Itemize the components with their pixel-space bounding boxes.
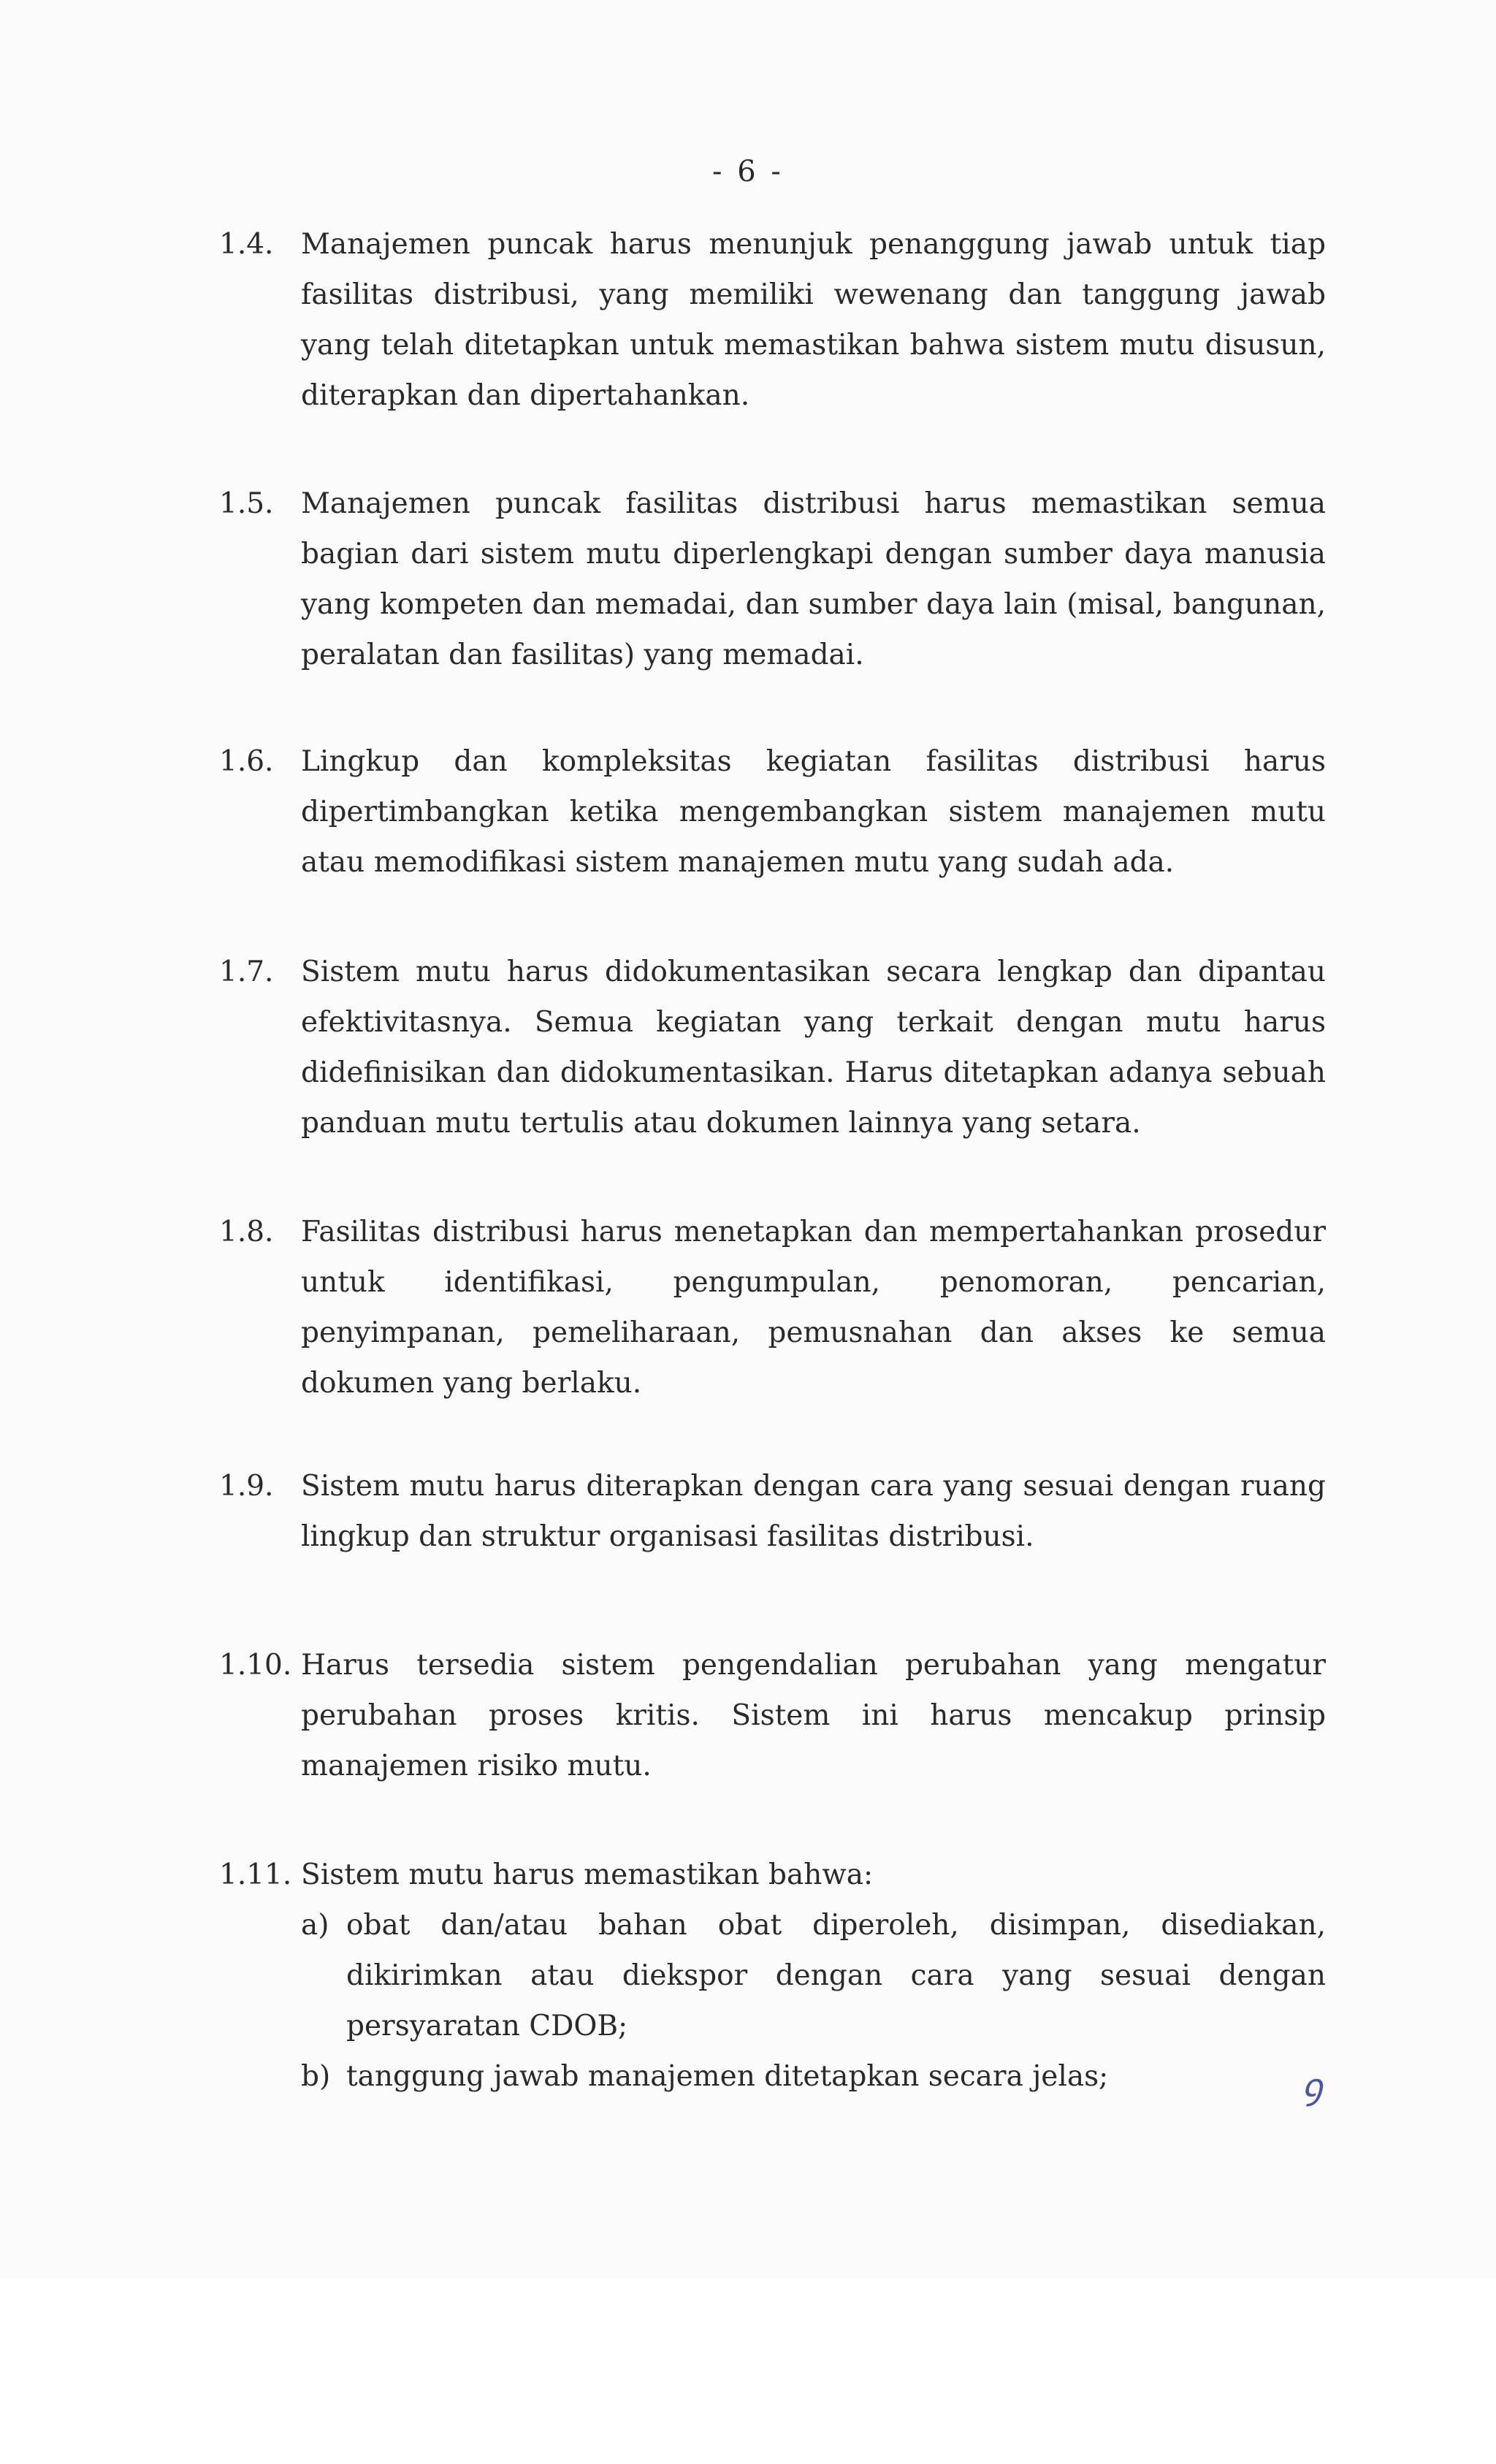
item-number: 1.4. — [219, 228, 274, 261]
list-item-1-6 — [219, 736, 1326, 888]
list-item-1-8 — [219, 1207, 1326, 1408]
page-bottom-margin — [0, 2279, 1496, 2464]
item-number: 1.11. — [219, 1858, 292, 1891]
subitem-letter: a) — [301, 1909, 329, 1942]
item-number: 1.5. — [219, 487, 274, 520]
subitem-text: tanggung jawab manajemen ditetapkan secara jelas; — [346, 2060, 1109, 2093]
list-item-1-10 — [219, 1640, 1326, 1791]
item-text: Sistem mutu harus diterapkan dengan cara yang sesuai dengan ruang lingkup dan struktur organisasi fasilitas distribusi. — [301, 1470, 1326, 1553]
item-text: Manajemen puncak fasilitas distribusi harus memastikan semua bagian dari sistem mutu diperlengkapi dengan sumber daya manusia yang kompeten dan memadai, dan sumber daya lain (misal, bangunan, peralatan dan fasilitas) yang memadai. — [301, 487, 1326, 671]
list-item-1-7 — [219, 947, 1326, 1148]
subitem-b — [301, 2051, 1326, 2102]
list-item-1-5 — [219, 478, 1326, 680]
item-text: Sistem mutu harus memastikan bahwa: — [301, 1858, 874, 1891]
item-number: 1.7. — [219, 956, 274, 988]
subitem-letter: b) — [301, 2060, 331, 2093]
item-number: 1.9. — [219, 1470, 274, 1503]
handwritten-initial: ꝯ — [1302, 2066, 1323, 2107]
item-text: Harus tersedia sistem pengendalian perubahan yang mengatur perubahan proses kritis. Sistem ini harus mencakup prinsip manajemen risiko mutu. — [301, 1649, 1326, 1782]
list-item-1-9 — [219, 1461, 1326, 1562]
list-item-1-11 — [219, 1850, 1326, 2102]
list-item-1-4 — [219, 219, 1326, 421]
item-number: 1.10. — [219, 1649, 292, 1682]
item-number: 1.8. — [219, 1216, 274, 1248]
item-text: Lingkup dan kompleksitas kegiatan fasilitas distribusi harus dipertimbangkan ketika mengembangkan sistem manajemen mutu atau memodifikasi sistem manajemen mutu yang sudah ada. — [301, 745, 1326, 879]
subitem-text: obat dan/atau bahan obat diperoleh, disimpan, disediakan, dikirimkan atau diekspor dengan cara yang sesuai dengan persyaratan CDOB; — [346, 1909, 1326, 2042]
item-number: 1.6. — [219, 745, 274, 778]
item-text: Fasilitas distribusi harus menetapkan dan mempertahankan prosedur untuk identifikasi, pengumpulan, penomoran, pencarian, penyimpanan, pemeliharaan, pemusnahan dan akses ke semua dokumen yang berlaku. — [301, 1216, 1326, 1400]
page-number: - 6 - — [712, 155, 784, 188]
item-text: Sistem mutu harus didokumentasikan secara lengkap dan dipantau efektivitasnya. Semua kegiatan yang terkait dengan mutu harus didefinisikan dan didokumentasikan. Harus ditetapkan adanya sebuah panduan mutu tertulis atau dokumen lainnya yang setara. — [301, 956, 1326, 1140]
subitem-a — [301, 1900, 1326, 2051]
item-text: Manajemen puncak harus menunjuk penanggung jawab untuk tiap fasilitas distribusi, yang memiliki wewenang dan tanggung jawab yang telah ditetapkan untuk memastikan bahwa sistem mutu disusun, diterapkan dan dipertahankan. — [301, 228, 1326, 412]
